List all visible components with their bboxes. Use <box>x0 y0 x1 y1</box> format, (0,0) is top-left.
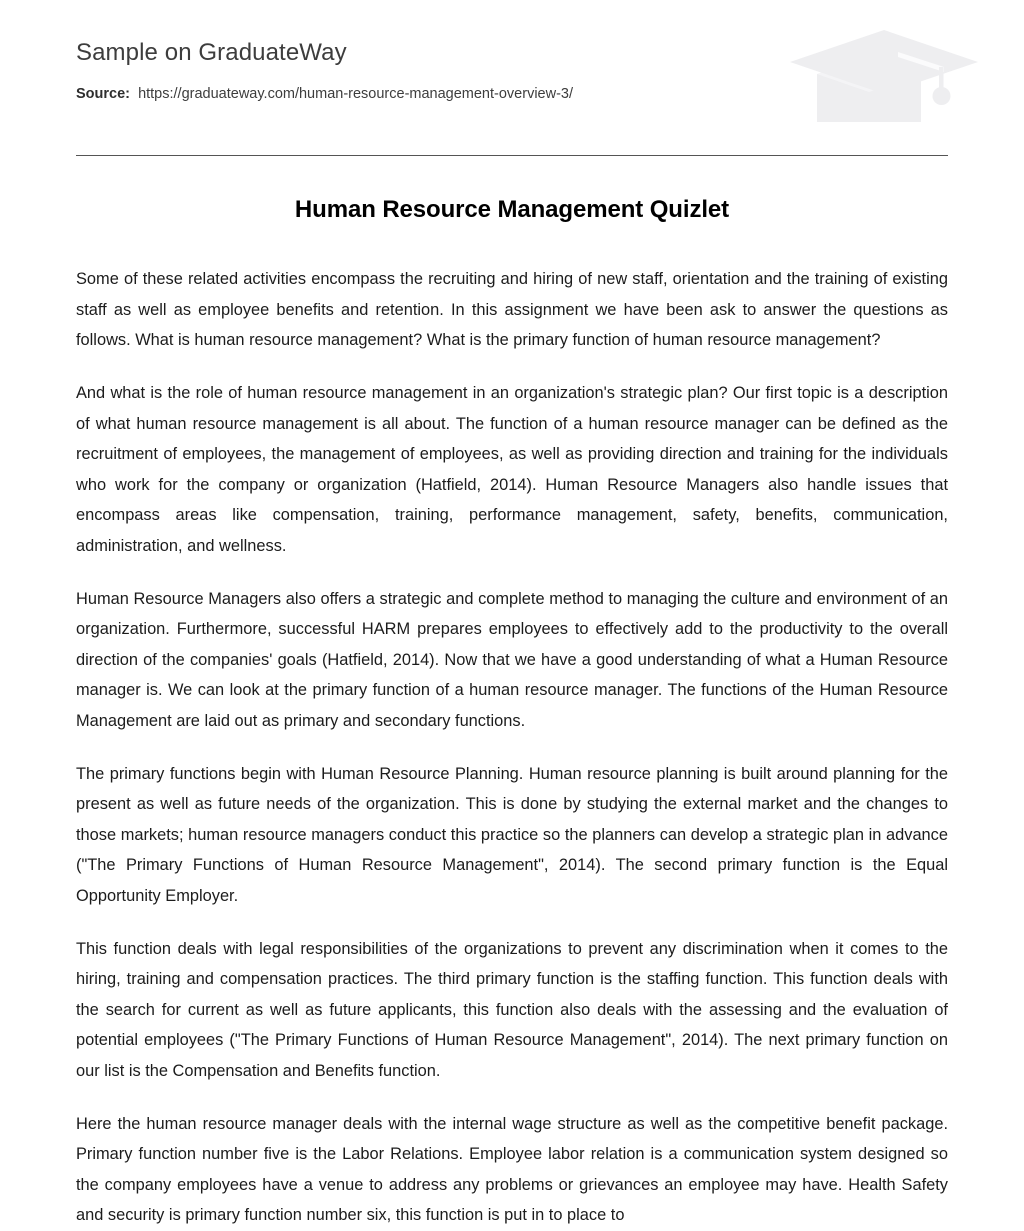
source-line <box>76 84 948 104</box>
header-divider <box>76 155 948 156</box>
page-header <box>0 0 1024 104</box>
paragraph: The primary functions begin with Human Resource Planning. Human resource planning is built around planning for the present as well as future needs of the organization. This is done by studying the external market and the changes to those markets; human resource managers conduct this practice so the planners can develop a strategic plan in advance ("The Primary Functions of Human Resource Management", 2014). The second primary function is the Equal Opportunity Employer. <box>76 764 948 905</box>
paragraph: This function deals with legal responsibilities of the organizations to prevent any discrimination when it comes to the hiring, training and compensation practices. The third primary function is the staffing function. This function deals with the search for current as well as future applicants, this function also deals with the assessing and the evaluation of potential employees ("The Primary Functions of Human Resource Management", 2014). The next primary function on our list is the Compensation and Benefits function. <box>76 939 948 1080</box>
paragraph: And what is the role of human resource management in an organization's strategic plan? Our first topic is a description of what human resource management is all about. The function of a human resource manager can be defined as the recruitment of employees, the management of employees, as well as providing direction and training for the individuals who work for the company or organization (Hatfield, 2014). Human Resource Managers also handle issues that encompass areas like compensation, training, performance management, safety, benefits, communication, administration, and wellness. <box>76 384 948 555</box>
source-label: Source: <box>76 86 130 102</box>
site-title: Sample on GraduateWay <box>76 39 347 66</box>
source-url-link[interactable]: https://graduateway.com/human-resource-management-overview-3/ <box>138 86 573 102</box>
paragraph: Human Resource Managers also offers a strategic and complete method to managing the culture and environment of an organization. Furthermore, successful HARM prepares employees to effectively add to the productivity to the overall direction of the companies' goals (Hatfield, 2014). Now that we have a good understanding of what a Human Resource manager is. We can look at the primary function of a human resource manager. The functions of the Human Resource Management are laid out as primary and secondary functions. <box>76 589 948 730</box>
page-title: Human Resource Management Quizlet <box>294 196 730 223</box>
paragraph: Some of these related activities encompass the recruiting and hiring of new staff, orientation and the training of existing staff as well as employee benefits and retention. In this assignment we have been ask to answer the questions as follows. What is human resource management? What is the primary function of human resource management? <box>76 270 948 349</box>
paragraph: Here the human resource manager deals with the internal wage structure as well as the competitive benefit package. Primary function number five is the Labor Relations. Employee labor relation is a communication system designed so the company employees have a venue to address any problems or grievances an employee may have. Health Safety and security is primary function number six, this function is put in to place to <box>76 1114 948 1224</box>
document-body <box>76 264 948 1231</box>
